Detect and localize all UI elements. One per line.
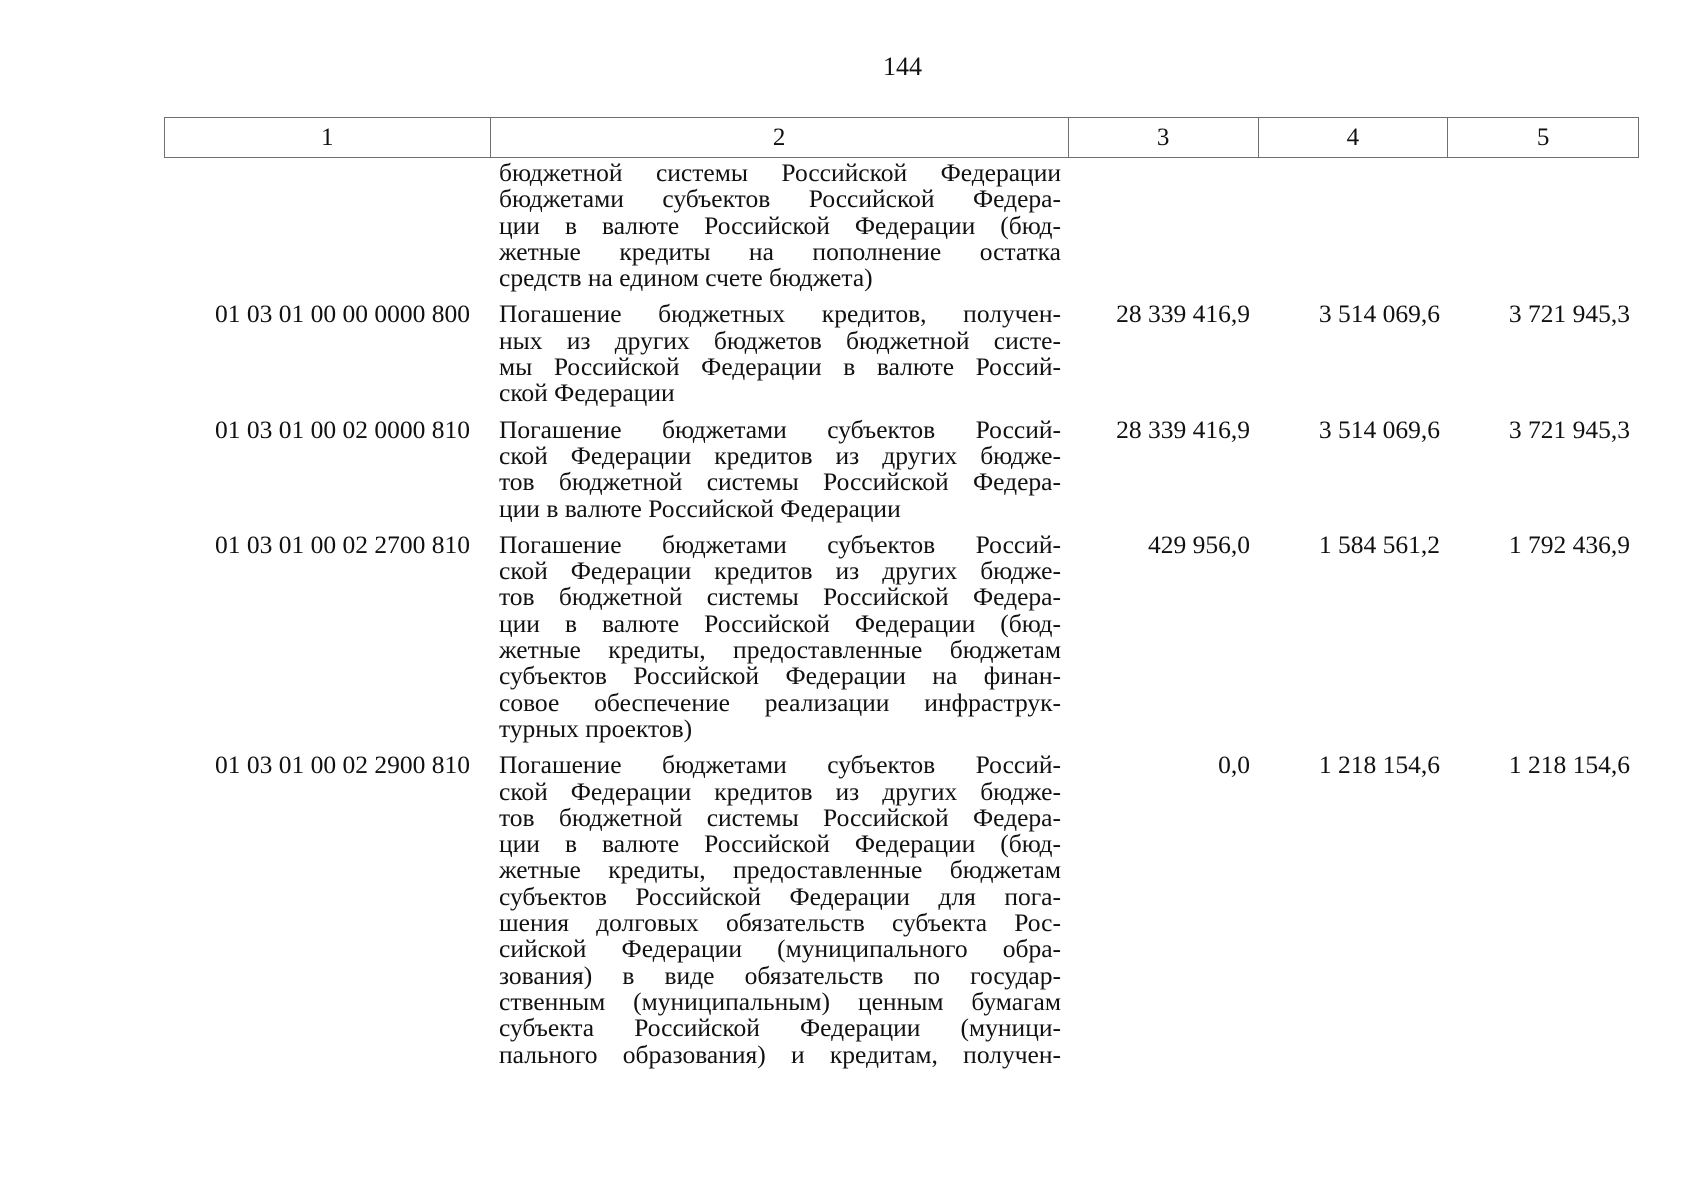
description-line: бюджетами субъектов Российской Федера- xyxy=(499,184,1061,214)
description-line: мы Российской Федерации в валюте Россий- xyxy=(499,352,1061,382)
description-line: Погашение бюджетами субъектов Россий- xyxy=(499,414,1061,444)
description-line: турных проектов) xyxy=(499,713,693,743)
description-line: Погашение бюджетных кредитов, получен- xyxy=(499,299,1061,329)
description-line: Погашение бюджетами субъектов Россий- xyxy=(499,529,1061,559)
value-cell-3 xyxy=(1069,160,1259,291)
description-cell xyxy=(490,752,1069,1068)
table-header xyxy=(164,117,1639,158)
description-line: ской Федерации кредитов из других бюдже- xyxy=(499,440,1061,470)
page-number: 144 xyxy=(883,52,922,81)
column-header-2: 2 xyxy=(491,118,1069,157)
value-cell-4: 3 514 069,6 xyxy=(1318,414,1440,444)
description-cell xyxy=(490,529,1069,743)
value-cell-4: 1 584 561,2 xyxy=(1318,529,1440,559)
description-cell xyxy=(490,301,1069,406)
code-cell: 01 03 01 00 00 0000 800 xyxy=(215,299,470,329)
table-row xyxy=(164,752,1639,1068)
value-cell-5: 3 721 945,3 xyxy=(1508,414,1630,444)
value-cell-5: 3 721 945,3 xyxy=(1508,299,1630,329)
description-line: ции в валюте Российской Федерации (бюд- xyxy=(499,829,1061,859)
description-cell xyxy=(490,160,1069,291)
description-line: тов бюджетной системы Российской Федера- xyxy=(499,582,1061,612)
description-line: сийской Федерации (муниципального обра- xyxy=(499,934,1061,964)
description-line: ции в валюте Российской Федерации (бюд- xyxy=(499,608,1061,638)
description-line: ской Федерации кредитов из других бюдже- xyxy=(499,556,1061,586)
description-line: жетные кредиты на пополнение остатка xyxy=(499,236,1061,266)
description-line: ции в валюте Российской Федерации xyxy=(499,493,901,523)
column-header-3: 3 xyxy=(1069,118,1259,157)
description-line: совое обеспечение реализации инфраструк- xyxy=(499,687,1061,717)
description-line: ции в валюте Российской Федерации (бюд- xyxy=(499,210,1061,240)
description-line: ской Федерации кредитов из других бюдже- xyxy=(499,776,1061,806)
description-line: тов бюджетной системы Российской Федера- xyxy=(499,802,1061,832)
description-line: средств на едином счете бюджета) xyxy=(499,263,873,293)
code-cell: 01 03 01 00 02 2700 810 xyxy=(215,529,470,559)
description-line: жетные кредиты, предоставленные бюджетам xyxy=(499,635,1061,665)
value-cell-5: 1 792 436,9 xyxy=(1508,529,1630,559)
description-line: шения долговых обязательств субъекта Рос- xyxy=(499,908,1061,938)
code-cell: 01 03 01 00 02 0000 810 xyxy=(215,414,470,444)
value-cell-5 xyxy=(1449,160,1639,291)
description-line: ных из других бюджетов бюджетной систе- xyxy=(499,325,1061,355)
description-line: Погашение бюджетами субъектов Россий- xyxy=(499,750,1061,780)
column-header-4: 4 xyxy=(1259,118,1449,157)
description-line: бюджетной системы Российской Федерации xyxy=(499,158,1061,187)
description-line: ской Федерации xyxy=(499,378,675,408)
description-line: жетные кредиты, предоставленные бюджетам xyxy=(499,855,1061,885)
value-cell-3: 0,0 xyxy=(1218,750,1250,780)
table-row xyxy=(164,529,1639,743)
description-line: пального образования) и кредитам, получен- xyxy=(499,1039,1061,1069)
value-cell-4: 1 218 154,6 xyxy=(1318,750,1440,780)
table-body xyxy=(164,160,1639,1068)
value-cell-3: 28 339 416,9 xyxy=(1116,414,1250,444)
description-line: ственным (муниципальным) ценным бумагам xyxy=(499,986,1061,1016)
value-cell-4: 3 514 069,6 xyxy=(1318,299,1440,329)
table-row xyxy=(164,160,1639,291)
description-line: субъекта Российской Федерации (муници- xyxy=(499,1013,1061,1043)
description-line: субъектов Российской Федерации для пога- xyxy=(499,881,1061,911)
description-line: субъектов Российской Федерации на финан- xyxy=(499,661,1061,691)
value-cell-4 xyxy=(1259,160,1449,291)
value-cell-3: 28 339 416,9 xyxy=(1116,299,1250,329)
column-header-1: 1 xyxy=(165,118,491,157)
description-line: тов бюджетной системы Российской Федера- xyxy=(499,467,1061,497)
description-cell xyxy=(490,414,1069,523)
value-cell-3: 429 956,0 xyxy=(1148,529,1250,559)
code-cell xyxy=(164,160,490,291)
column-header-5: 5 xyxy=(1536,123,1550,151)
value-cell-5: 1 218 154,6 xyxy=(1508,750,1630,780)
table-row xyxy=(164,414,1639,523)
description-line: зования) в виде обязательств по государ- xyxy=(499,960,1061,990)
code-cell: 01 03 01 00 02 2900 810 xyxy=(215,750,470,780)
table-row xyxy=(164,301,1639,406)
